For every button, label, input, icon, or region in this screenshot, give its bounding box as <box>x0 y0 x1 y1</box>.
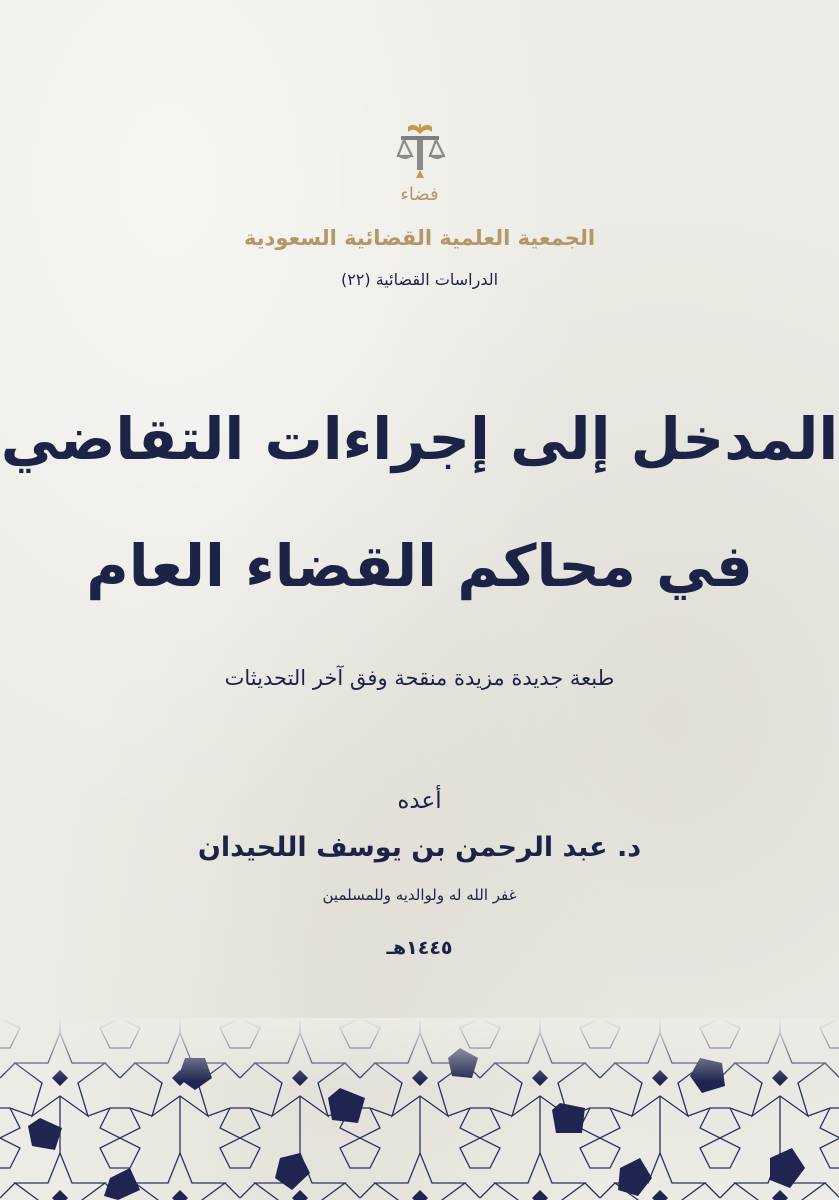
society-name: الجمعية العلمية القضائية السعودية <box>243 226 596 250</box>
prepared-by-label: أعده <box>397 788 442 814</box>
edition-note: طبعة جديدة مزيدة منقحة وفق آخر التحديثات <box>224 666 615 690</box>
brand-word: فضاء <box>400 184 439 205</box>
book-title-line-1: المدخل إلى إجراءات التقاضي <box>0 405 839 473</box>
publication-year: ١٤٤٥هـ <box>386 937 453 959</box>
book-title-line-2: في محاكم القضاء العام <box>86 532 753 600</box>
series-label: الدراسات القضائية (٢٢) <box>340 270 499 289</box>
author-name: د. عبد الرحمن بن يوسف اللحيدان <box>197 832 642 863</box>
geometric-pattern <box>0 1018 839 1200</box>
author-prayer: غفر الله له ولوالديه وللمسلمين <box>322 886 517 904</box>
